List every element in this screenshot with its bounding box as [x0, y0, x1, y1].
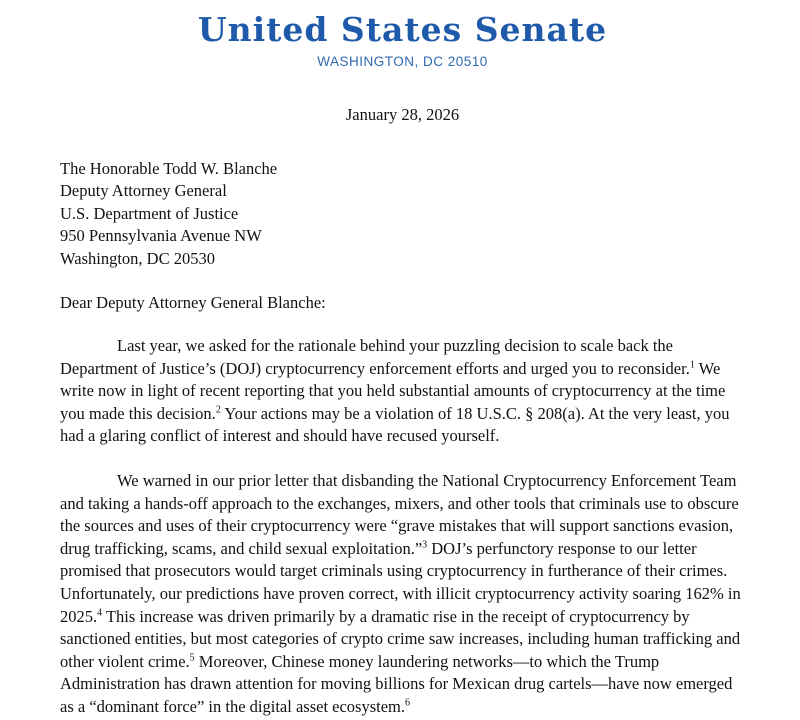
footnote-reference: 3 — [422, 539, 428, 551]
recipient-address-block — [60, 158, 745, 270]
paragraph-text: This increase was driven primarily by a dramatic rise in the receipt of cryptocurrency by sanctioned entities, but most categories of crypto crime saw increases, including human trafficking and other violent crime. — [60, 606, 741, 671]
footnote-reference: 1 — [689, 359, 695, 371]
footnote-reference: 6 — [405, 697, 411, 709]
paragraph-text: Last year, we asked for the rationale behind your puzzling decision to scale back the Department of Justice’s (DOJ) cryptocurrency enforcement efforts and urged you to reconsider. — [60, 336, 690, 378]
body-paragraph — [60, 470, 745, 719]
footnote-reference: 4 — [97, 607, 103, 619]
paragraph-text: DOJ’s perfunctory response to our letter promised that prosecutors would target criminals using cryptocurrency in furtherance of their crimes. Unfortunately, our predictions have proven correct, with illicit cryptocurrency activity soaring 162% in 2025. — [60, 538, 741, 626]
paragraph-text: Moreover, Chinese money laundering networks—to which the Trump Administration has drawn attention for moving billions for Mexican drug cartels—have now emerged as a “dominant force” in the digital asset ecosystem. — [60, 651, 733, 716]
paragraph-text: Your actions may be a violation of 18 U.S.C. § 208(a). At the very least, you had a glaring conflict of interest and should have recused yourself. — [60, 403, 730, 446]
recipient-address-line: U.S. Department of Justice — [60, 203, 239, 223]
paragraph-text: We warned in our prior letter that disbanding the National Cryptocurrency Enforcement Team and taking a hands-off approach to the exchanges, mixers, and other tools that criminals use to obscure the sources and uses of their cryptocurrency were “grave mistakes that will support sanctions evasion, drug trafficking, scams, and child sexual exploitation.” — [60, 471, 739, 558]
letter-date: January 28, 2026 — [345, 105, 460, 124]
letterhead-city-line: WASHINGTON, DC 20510 — [317, 54, 488, 69]
recipient-address-line: 950 Pennsylvania Avenue NW — [60, 226, 262, 246]
footnote-reference: 2 — [215, 404, 221, 416]
salutation: Dear Deputy Attorney General Blanche: — [60, 293, 326, 313]
recipient-address-line: The Honorable Todd W. Blanche — [60, 159, 278, 178]
letterhead-title: United States Senate — [197, 10, 608, 49]
senate-letterhead — [60, 10, 745, 70]
recipient-address-line: Washington, DC 20530 — [60, 248, 215, 268]
paragraph-text: We write now in light of recent reporting that you held substantial amounts of cryptocurrency at the time you made this decision. — [60, 358, 726, 423]
recipient-address-line: Deputy Attorney General — [60, 181, 227, 201]
letter-body — [60, 335, 745, 719]
body-paragraph — [60, 335, 745, 448]
footnote-reference: 5 — [189, 652, 195, 664]
